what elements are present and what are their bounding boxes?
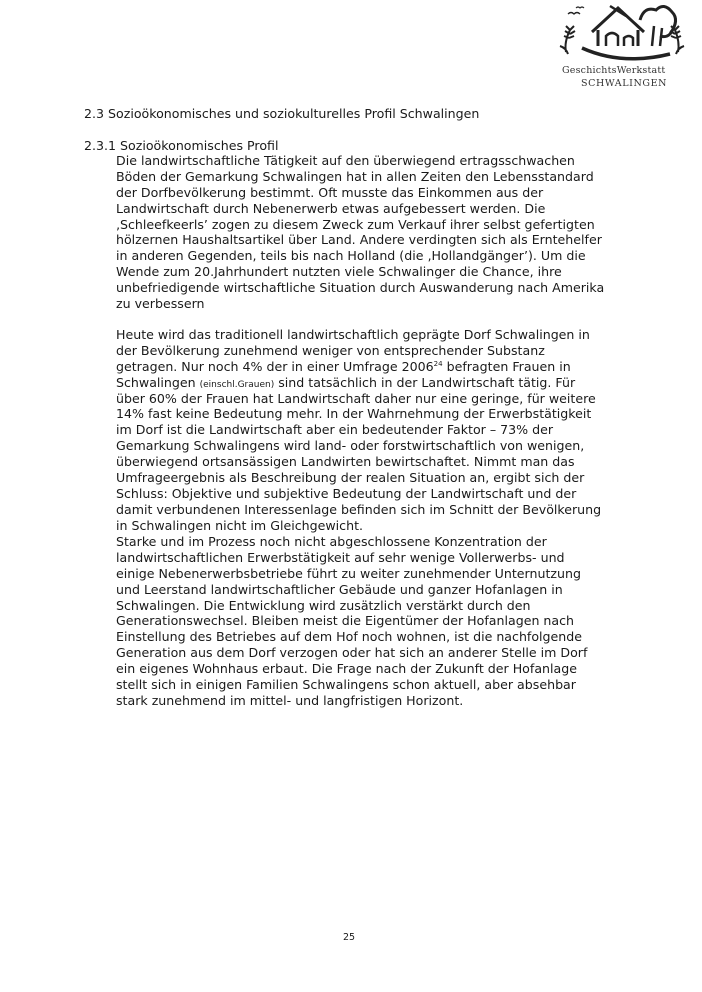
text-line: landwirtschaftlichen Erwerbstätigkeit auf sehr wenige Vollerwerbs- und (116, 549, 565, 565)
section-heading: 2.3 Sozioökonomisches und soziokulturelles Profil Schwalingen (84, 106, 480, 121)
text-line: Umfrageergebnis als Beschreibung der realen Situation an, ergibt sich der (116, 470, 585, 486)
text-fragment: getragen. Nur noch 4% der in einer Umfrage 2006 (116, 358, 434, 374)
text-line: Starke und im Prozess noch nicht abgeschlossene Konzentration der (116, 534, 547, 549)
text-line: Generationswechsel. Bleiben meist die Eigentümer der Hofanlagen nach (116, 613, 575, 629)
paragraph-concentration (116, 534, 636, 709)
text-line (116, 359, 636, 375)
text-line: hölzernen Haushaltsartikel über Land. Andere verdingten sich als Erntehelfer (116, 232, 602, 248)
paragraph-history (116, 153, 636, 312)
text-line: stellt sich in einigen Familien Schwalingens schon aktuell, aber absehbar (116, 677, 576, 693)
text-line: Schluss: Objektive und subjektive Bedeutung der Landwirtschaft und der (116, 485, 577, 501)
geschichtswerkstatt-logo (540, 2, 690, 90)
footnote-reference[interactable]: 24 (433, 359, 443, 368)
small-annotation: (einschl.Grauen) (199, 379, 275, 390)
text-line: Heute wird das traditionell landwirtschaftlich geprägte Dorf Schwalingen in (116, 327, 590, 342)
text-line: Gemarkung Schwalingens wird land- oder forstwirtschaftlich von wenigen, (116, 438, 585, 454)
text-line (116, 375, 636, 391)
text-line: ein eigenes Wohnhaus erbaut. Die Frage nach der Zukunft der Hofanlage (116, 661, 577, 677)
text-line: ‚Schleefkeerls’ zogen zu diesem Zweck zum Verkauf ihrer selbst gefertigten (116, 216, 595, 232)
paragraph-today (116, 327, 636, 534)
text-line: Böden der Gemarkung Schwalingen hat in allen Zeiten den Lebensstandard (116, 168, 594, 184)
text-line: unbefriedigende wirtschaftliche Situation durch Auswanderung nach Amerika (116, 280, 605, 296)
text-line: Generation aus dem Dorf verzogen oder hat sich an anderer Stelle im Dorf (116, 645, 588, 661)
text-line: Schwalingen. Die Entwicklung wird zusätzlich verstärkt durch den (116, 597, 531, 613)
text-line: der Bevölkerung zunehmend weniger von entsprechender Substanz (116, 342, 545, 358)
text-line: Einstellung des Betriebes auf dem Hof noch wohnen, ist die nachfolgende (116, 629, 583, 645)
text-line: einige Nebenerwerbsbetriebe führt zu weiter zunehmender Unternutzung (116, 565, 581, 581)
subsection-heading: 2.3.1 Sozioökonomisches Profil (84, 138, 279, 153)
text-line: 14% fast keine Bedeutung mehr. In der Wahrnehmung der Erwerbstätigkeit (116, 406, 592, 422)
text-line: und Leerstand landwirtschaftlicher Gebäude und ganzer Hofanlagen in (116, 581, 563, 597)
text-line: überwiegend ortsansässigen Landwirten bewirtschaftet. Nimmt man das (116, 454, 575, 470)
text-fragment: befragten Frauen in (442, 358, 571, 374)
text-line: Die landwirtschaftliche Tätigkeit auf den überwiegend ertragsschwachen (116, 153, 575, 168)
text-line: Landwirtschaft durch Nebenerwerb etwas aufgebessert werden. Die (116, 200, 546, 216)
text-line: stark zunehmend im mittel- und langfristigen Horizont. (116, 692, 464, 708)
house-trees-logo-icon (548, 2, 688, 64)
text-fragment: Schwalingen (116, 374, 200, 390)
text-line: der Dorfbevölkerung bestimmt. Oft musste das Einkommen aus der (116, 184, 544, 200)
logo-text-schwalingen: SCHWALINGEN (581, 78, 668, 89)
text-line: in Schwalingen nicht im Gleichgewicht. (116, 517, 364, 533)
text-line: damit verbundenen Interessenlage befinden sich im Schnitt der Bevölkerung (116, 501, 602, 517)
logo-text-geschichtswerkstatt: GeschichtsWerkstatt (562, 65, 666, 76)
text-fragment: sind tatsächlich in der Landwirtschaft tätig. Für (274, 374, 576, 390)
text-line: im Dorf ist die Landwirtschaft aber ein bedeutender Faktor – 73% der (116, 422, 554, 438)
page-number: 25 (343, 932, 356, 943)
text-line: zu verbessern (116, 296, 205, 312)
text-line: Wende zum 20.Jahrhundert nutzten viele Schwalinger die Chance, ihre (116, 264, 562, 280)
text-line: über 60% der Frauen hat Landwirtschaft daher nur eine geringe, für weitere (116, 390, 596, 406)
text-line: in anderen Gegenden, teils bis nach Holland (die ‚Hollandgänger’). Um die (116, 248, 586, 264)
